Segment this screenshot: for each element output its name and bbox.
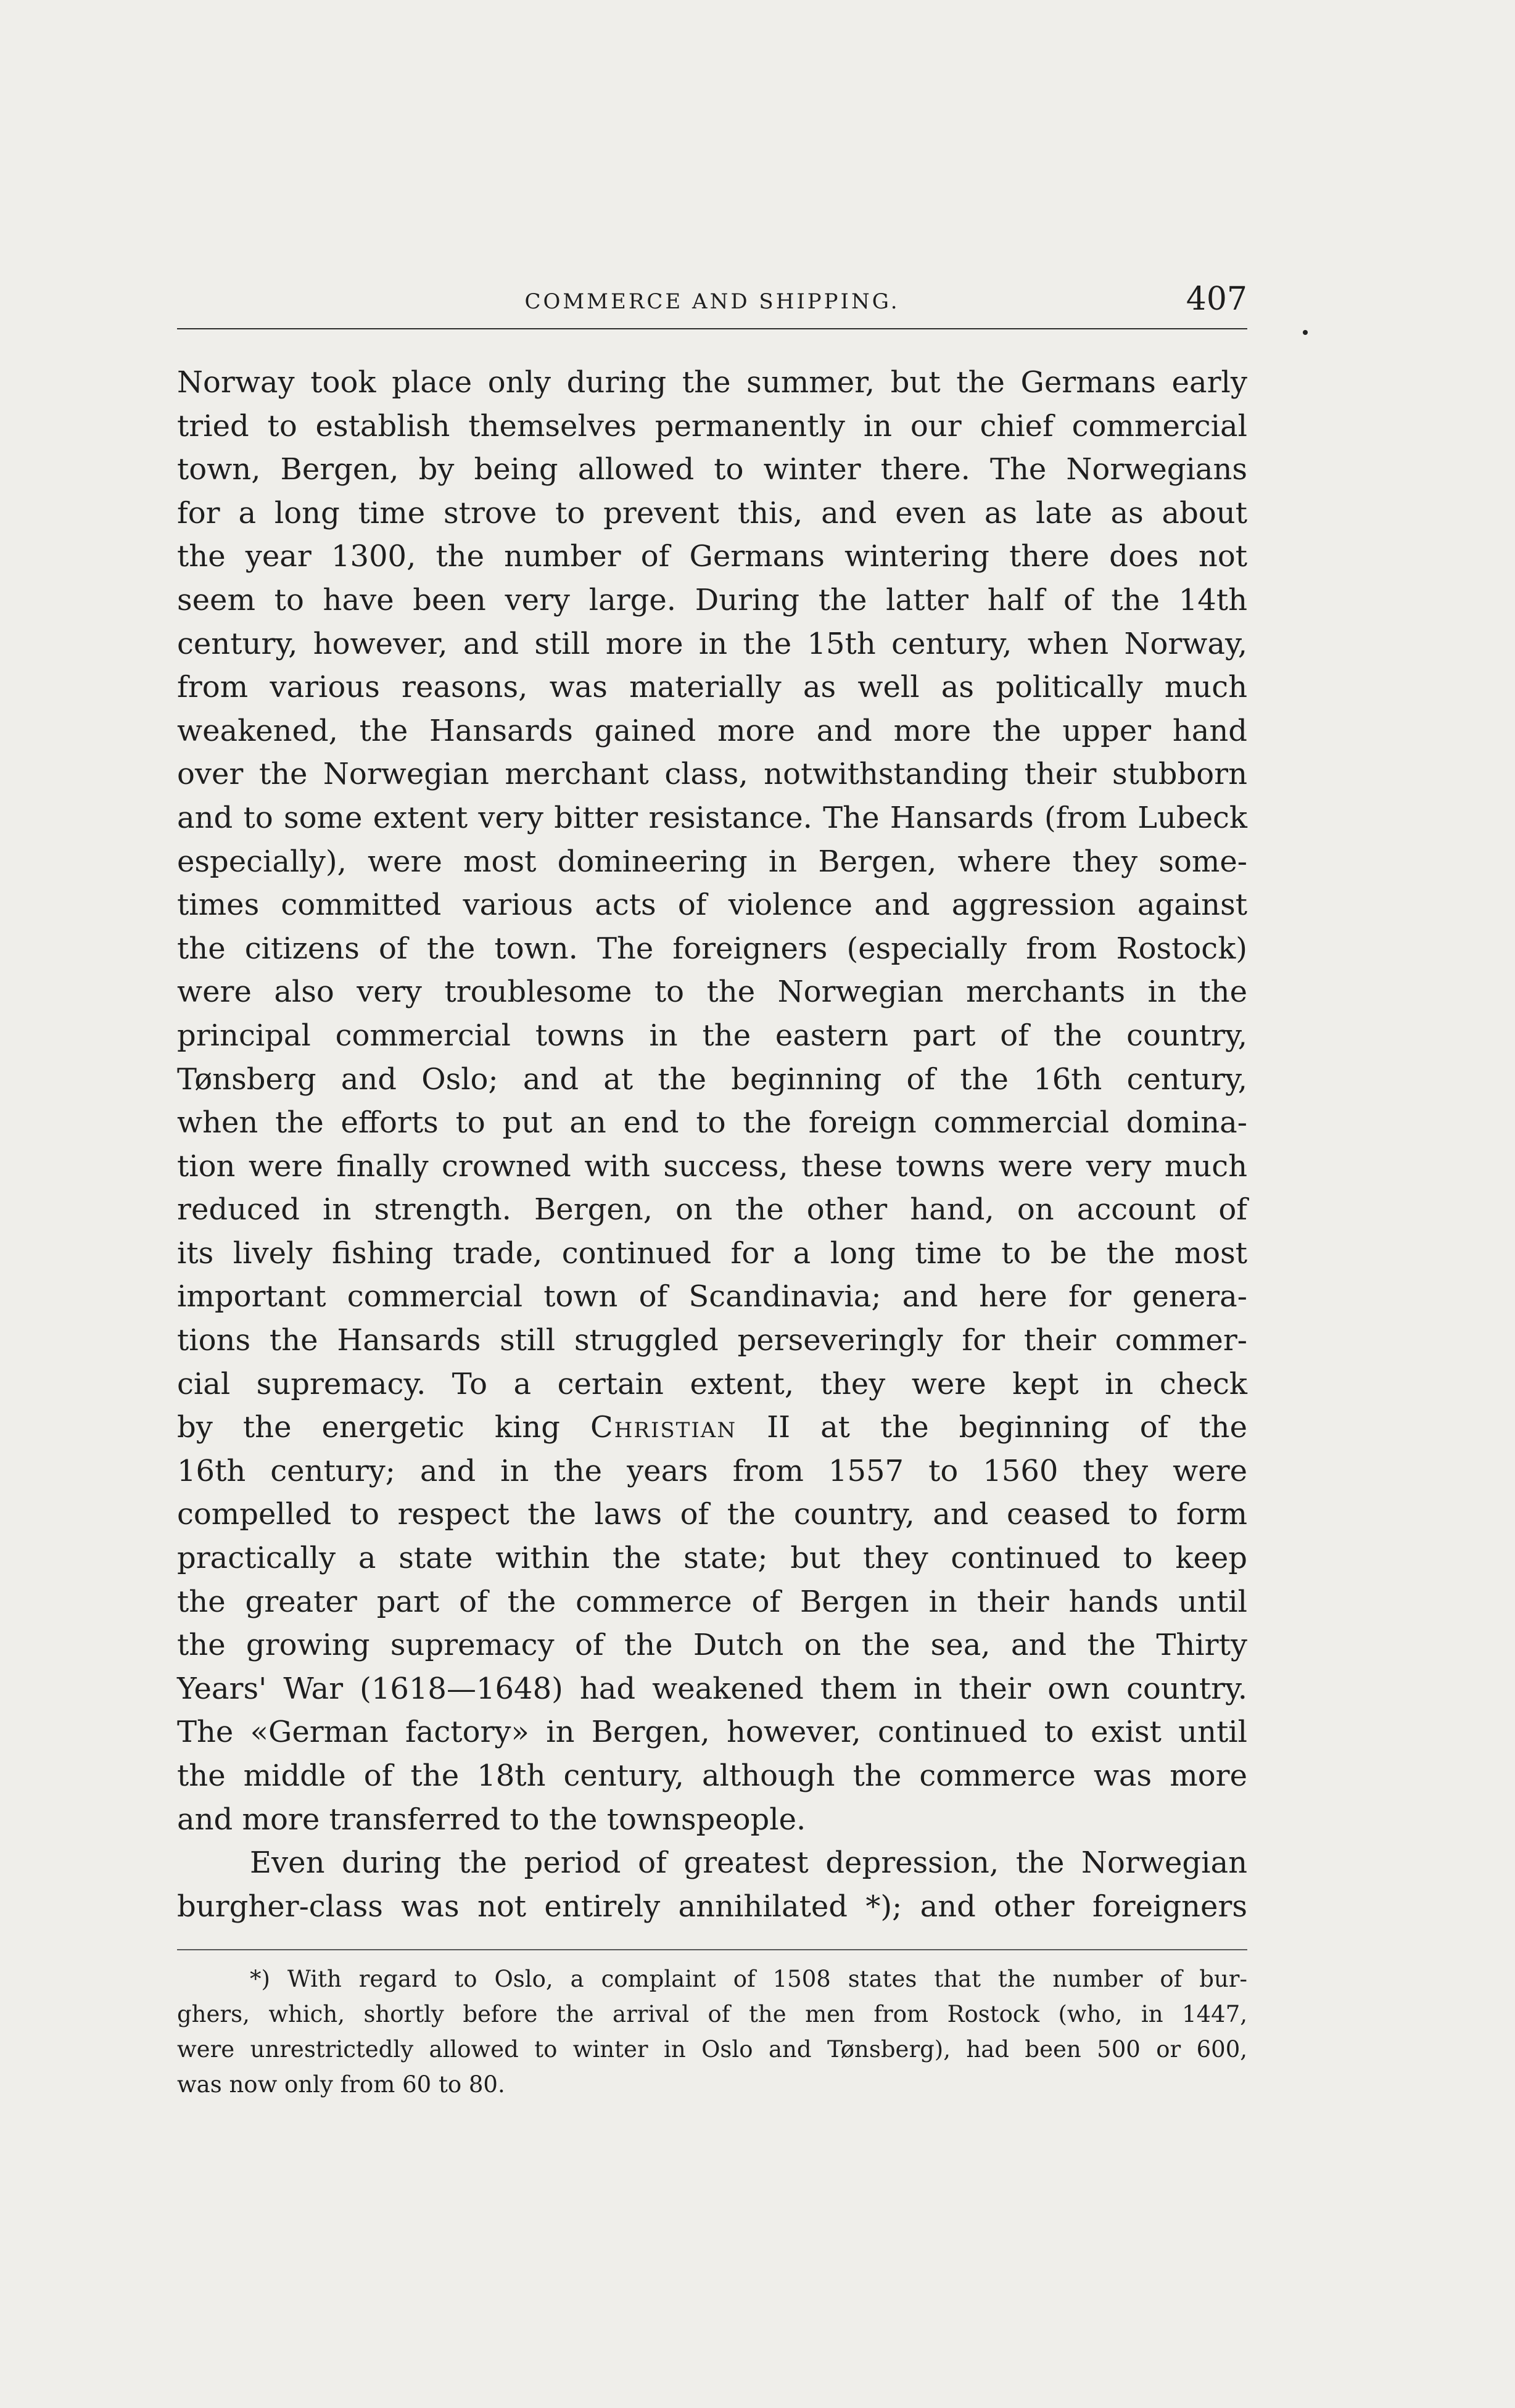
text-line: cial supremacy. To a certain extent, they were kept in check bbox=[177, 1366, 1247, 1401]
text-fragment: II at the beginning of the bbox=[737, 1410, 1247, 1445]
text-line: its lively fishing trade, continued for a long time to be the most bbox=[177, 1235, 1247, 1271]
text-line: tried to establish themselves permanently in our chief commercial bbox=[177, 408, 1247, 443]
footnote-line: were unrestrictedly allowed to winter in Oslo and Tønsberg), had been 500 or 600, bbox=[177, 2036, 1247, 2063]
text-line: Tønsberg and Oslo; and at the beginning of the 16th century, bbox=[177, 1062, 1247, 1097]
text-line: times committed various acts of violence and aggression against bbox=[177, 888, 1247, 923]
text-line: The «German factory» in Bergen, however, continued to exist until bbox=[177, 1715, 1247, 1750]
main-text bbox=[177, 361, 1247, 1928]
text-line: the middle of the 18th century, although the commerce was more bbox=[177, 1759, 1247, 1793]
text-line: tions the Hansards still struggled perseveringly for their commer- bbox=[177, 1323, 1247, 1358]
text-line: important commercial town of Scandinavia; and here for genera- bbox=[177, 1279, 1247, 1314]
text-line: century, however, and still more in the 15th century, when Norway, bbox=[177, 626, 1247, 661]
text-line: from various reasons, was materially as well as politically much bbox=[177, 670, 1247, 705]
text-line: practically a state within the state; but they continued to keep bbox=[177, 1541, 1247, 1576]
text-line: Norway took place only during the summer, but the Germans early bbox=[177, 365, 1247, 400]
text-line: 16th century; and in the years from 1557 to 1560 they were bbox=[177, 1453, 1247, 1488]
text-line: the citizens of the town. The foreigners (especially from Rostock) bbox=[177, 931, 1247, 966]
text-line: town, Bergen, by being allowed to winter there. The Norwegians bbox=[177, 452, 1247, 487]
text-fragment: by the energetic king bbox=[177, 1410, 590, 1445]
ink-speck bbox=[1303, 330, 1308, 335]
page-header bbox=[177, 281, 1247, 318]
text-line: principal commercial towns in the eastern part of the country, bbox=[177, 1018, 1247, 1053]
text-line: were also very troublesome to the Norwegian merchants in the bbox=[177, 975, 1247, 1010]
text-line: Years' War (1618—1648) had weakened them in their own country. bbox=[177, 1671, 1247, 1706]
text-line: burgher-class was not entirely annihilated *); and other foreigners bbox=[177, 1889, 1247, 1924]
footnote-line: *) With regard to Oslo, a complaint of 1508 states that the number of bur- bbox=[250, 1966, 1247, 1992]
text-line-christian bbox=[177, 1406, 1247, 1449]
king-name: Christian bbox=[590, 1410, 737, 1445]
paragraph-first-line: Even during the period of greatest depression, the Norwegian bbox=[250, 1845, 1247, 1881]
text-line: seem to have been very large. During the latter half of the 14th bbox=[177, 582, 1247, 617]
text-line: and to some extent very bitter resistance. The Hansards (from Lubeck bbox=[177, 800, 1247, 835]
text-line: the greater part of the commerce of Bergen in their hands until bbox=[177, 1584, 1247, 1619]
footnote bbox=[177, 1961, 1247, 2102]
header-rule bbox=[177, 328, 1247, 329]
text-line: the year 1300, the number of Germans wintering there does not bbox=[177, 539, 1247, 574]
running-title: COMMERCE AND SHIPPING. bbox=[524, 289, 900, 314]
footnote-line: was now only from 60 to 80. bbox=[177, 2071, 505, 2098]
text-line: tion were finally crowned with success, these towns were very much bbox=[177, 1148, 1247, 1184]
text-line: and more transferred to the townspeople. bbox=[177, 1802, 806, 1837]
page-number: 407 bbox=[1186, 281, 1247, 318]
text-line: over the Norwegian merchant class, notwithstanding their stubborn bbox=[177, 757, 1247, 792]
text-line: weakened, the Hansards gained more and more the upper hand bbox=[177, 713, 1247, 748]
text-line: especially), were most domineering in Bergen, where they some- bbox=[177, 844, 1247, 879]
text-line: the growing supremacy of the Dutch on the sea, and the Thirty bbox=[177, 1628, 1247, 1663]
footnote-line: ghers, which, shortly before the arrival of the men from Rostock (who, in 1447, bbox=[177, 2001, 1247, 2027]
text-line: reduced in strength. Bergen, on the other hand, on account of bbox=[177, 1192, 1247, 1227]
footnote-rule bbox=[177, 1949, 1247, 1950]
text-line: when the efforts to put an end to the foreign commercial domina- bbox=[177, 1105, 1247, 1140]
text-line: compelled to respect the laws of the country, and ceased to form bbox=[177, 1497, 1247, 1532]
text-line: for a long time strove to prevent this, and even as late as about bbox=[177, 495, 1247, 530]
